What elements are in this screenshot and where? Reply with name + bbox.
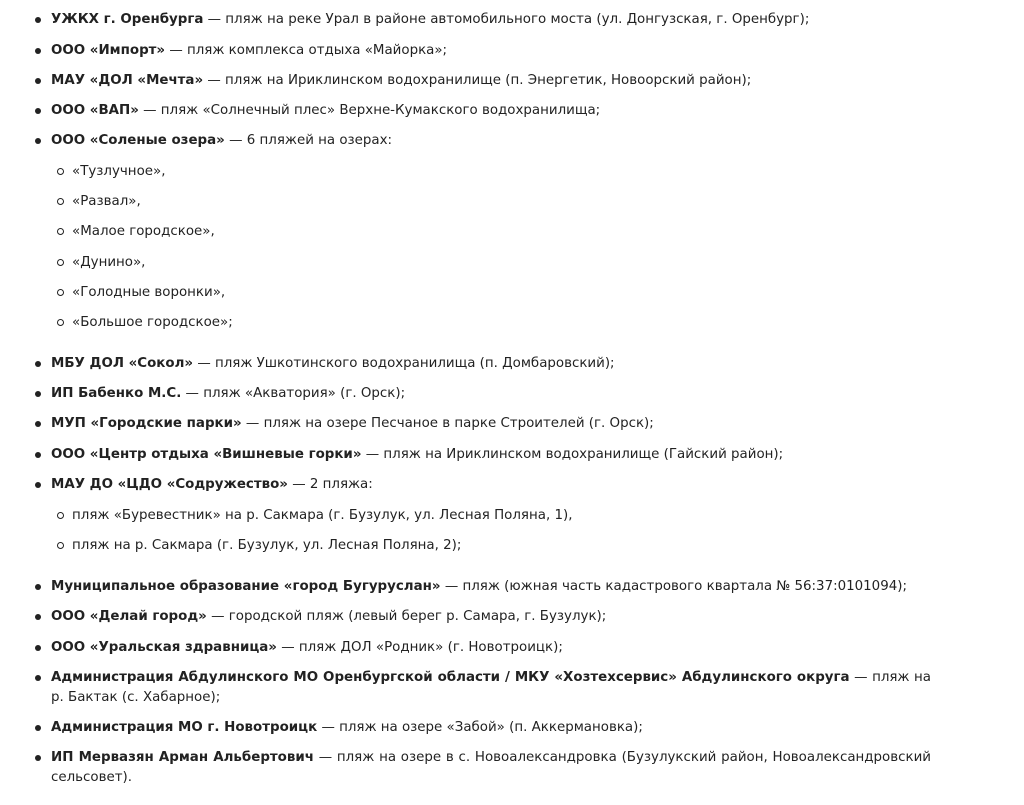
- organization-name: МАУ «ДОЛ «Мечта»: [51, 73, 204, 88]
- organization-name: Администрация МО г. Новотроицк: [51, 720, 318, 735]
- list-item: [51, 445, 931, 465]
- sub-list-item: «Большое городское»;: [72, 313, 233, 333]
- sub-list-item: «Голодные воронки»,: [72, 283, 225, 303]
- beach-description: — пляж ДОЛ «Родник» (г. Новотроицк);: [281, 640, 563, 655]
- list-item: [51, 638, 931, 658]
- list-item: [51, 10, 931, 30]
- sub-list-item: пляж «Буревестник» на р. Сакмара (г. Бузулук, ул. Лесная Поляна, 1),: [72, 506, 572, 526]
- list-item: [51, 748, 931, 788]
- organization-name: Муниципальное образование «город Бугуруслан»: [51, 579, 441, 594]
- organization-name: ООО «Импорт»: [51, 43, 166, 58]
- sub-list-item: пляж на р. Сакмара (г. Бузулук, ул. Лесная Поляна, 2);: [72, 536, 461, 556]
- beach-description: — пляж (южная часть кадастрового квартала № 56:37:0101094);: [444, 579, 907, 594]
- organization-name: ООО «Центр отдыха «Вишневые горки»: [51, 447, 362, 462]
- beach-description: — 2 пляжа:: [292, 477, 373, 492]
- list-item: [51, 414, 931, 434]
- beach-description: — пляж на Ириклинском водохранилище (п. Энергетик, Новоорский район);: [207, 73, 752, 88]
- sub-list-item: «Развал»,: [72, 192, 141, 212]
- list-item: [51, 668, 931, 708]
- beach-description: — пляж «Солнечный плес» Верхне-Кумакского водохранилища;: [143, 103, 601, 118]
- list-item: [51, 607, 931, 627]
- organization-name: ООО «Соленые озера»: [51, 133, 225, 148]
- organization-name: МБУ ДОЛ «Сокол»: [51, 356, 194, 371]
- beach-description: — пляж на Ириклинском водохранилище (Гайский район);: [365, 447, 784, 462]
- organization-name: ИП Бабенко М.С.: [51, 386, 182, 401]
- beach-description: — пляж «Акватория» (г. Орск);: [185, 386, 406, 401]
- sub-list-item: «Дунино»,: [72, 253, 145, 273]
- sub-list-item: «Тузлучное»,: [72, 162, 165, 182]
- organization-name: ООО «ВАП»: [51, 103, 139, 118]
- organization-name: ООО «Уральская здравница»: [51, 640, 277, 655]
- list-item: [51, 71, 931, 91]
- list-item: [51, 131, 931, 151]
- beach-description: — 6 пляжей на озерах:: [229, 133, 393, 148]
- list-item: [51, 101, 931, 121]
- list-item: [51, 718, 931, 738]
- organization-name: МАУ ДО «ЦДО «Содружество»: [51, 477, 288, 492]
- list-item: [51, 384, 931, 404]
- beach-description: — пляж Ушкотинского водохранилища (п. Домбаровский);: [197, 356, 615, 371]
- list-item: [51, 354, 931, 374]
- beach-description: — пляж на озере в с. Новоалександровка (Бузулукский район, Новоалександровский сельсовет).: [51, 750, 931, 785]
- organization-name: ИП Мервазян Арман Альбертович: [51, 750, 314, 765]
- list-item: [51, 41, 931, 61]
- beach-description: — пляж на реке Урал в районе автомобильного моста (ул. Донгузская, г. Оренбург);: [207, 12, 810, 27]
- list-item: [51, 475, 931, 495]
- beach-description: — пляж на р. Бактак (с. Хабарное);: [51, 670, 932, 705]
- organization-name: УЖКХ г. Оренбурга: [51, 12, 204, 27]
- beach-description: — пляж комплекса отдыха «Майорка»;: [169, 43, 448, 58]
- beach-description: — пляж на озере Песчаное в парке Строителей (г. Орск);: [245, 416, 654, 431]
- beach-description: — городской пляж (левый берег р. Самара, г. Бузулук);: [211, 609, 607, 624]
- beach-description: — пляж на озере «Забой» (п. Аккермановка);: [321, 720, 643, 735]
- sub-list-item: «Малое городское»,: [72, 222, 215, 242]
- list-item: [51, 577, 931, 597]
- organization-name: Администрация Абдулинского МО Оренбургской области / МКУ «Хозтехсервис» Абдулинского округа: [51, 670, 850, 685]
- organization-name: ООО «Делай город»: [51, 609, 207, 624]
- organization-name: МУП «Городские парки»: [51, 416, 242, 431]
